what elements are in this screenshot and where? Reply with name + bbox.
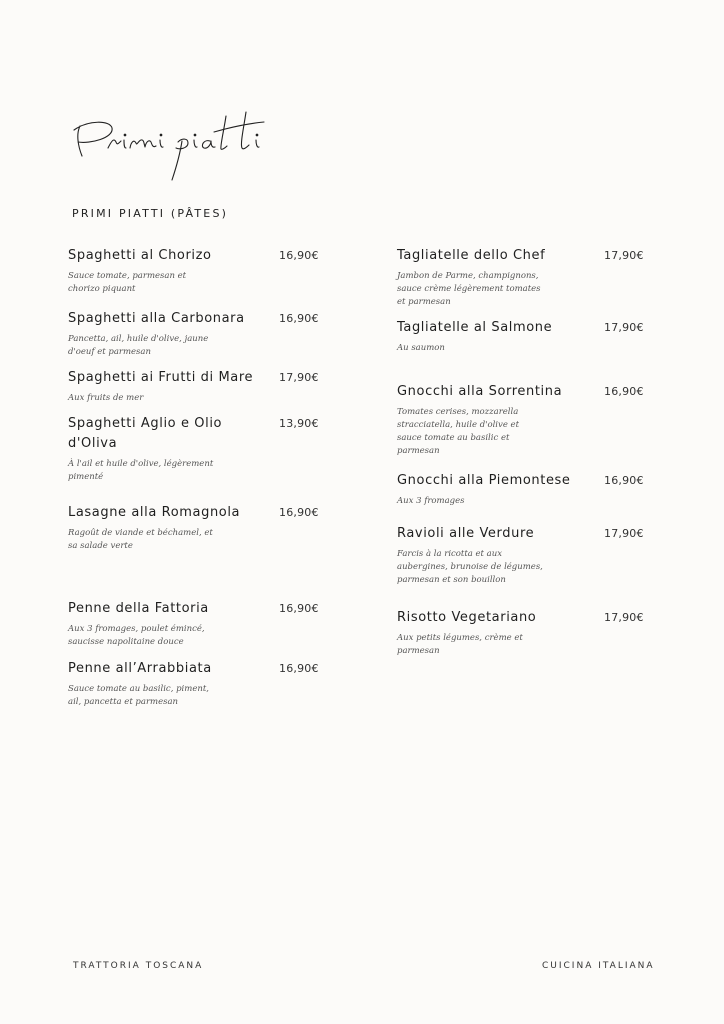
dish-name: Tagliatelle al Salmone	[397, 320, 553, 335]
dish-price: 13,90€	[279, 417, 319, 430]
dish-name: Lasagne alla Romagnola	[68, 505, 241, 520]
dish-description: Aux fruits de mer	[68, 393, 144, 403]
dish-name: Spaghetti ai Frutti di Mare	[68, 370, 254, 385]
left-menu-item	[68, 309, 278, 359]
dish-price: 16,90€	[279, 602, 319, 615]
dish-price: 16,90€	[279, 249, 319, 262]
dish-price: 16,90€	[279, 312, 319, 325]
left-menu-item	[68, 503, 278, 553]
dish-description: Tomates cerises, mozzarella stracciatella, huile d'olive et sauce tomate au basilic et parmesan	[397, 407, 520, 456]
dish-price: 17,90€	[604, 527, 644, 540]
left-menu-item	[68, 246, 278, 296]
dish-description: Pancetta, ail, huile d'olive, jaune d'oeuf et parmesan	[68, 334, 209, 357]
dish-description: Jambon de Parme, champignons, sauce crème légèrement tomates et parmesan	[397, 271, 541, 307]
right-menu-item	[397, 471, 607, 508]
dish-description: Sauce tomate, parmesan et chorizo piquant	[68, 271, 187, 294]
right-menu-item	[397, 246, 607, 309]
dish-price: 17,90€	[604, 249, 644, 262]
dish-description: Sauce tomate au basilic, piment, ail, pancetta et parmesan	[68, 684, 209, 707]
left-menu-item	[68, 659, 278, 709]
dish-name: Penne della Fattoria	[68, 601, 209, 616]
script-title	[68, 108, 308, 188]
right-menu-item	[397, 608, 607, 658]
dish-price: 17,90€	[279, 371, 319, 384]
dish-price: 16,90€	[279, 662, 319, 675]
dish-name: Risotto Vegetariano	[397, 610, 537, 625]
section-heading: PRIMI PIATTI (PÂTES)	[72, 207, 229, 220]
left-menu-item	[68, 414, 278, 484]
left-menu-item	[68, 599, 278, 649]
footer-cuisine-label: CUICINA ITALIANA	[542, 961, 655, 971]
dish-description: Aux 3 fromages, poulet émincé, saucisse napolitaine douce	[68, 624, 205, 647]
dish-name: Gnocchi alla Sorrentina	[397, 384, 563, 399]
dish-description: Farcis à la ricotta et aux aubergines, brunoise de légumes, parmesan et son bouillon	[397, 549, 543, 585]
dish-name: Spaghetti al Chorizo	[68, 248, 212, 263]
dish-name: Penne all’Arrabbiata	[68, 661, 212, 676]
right-menu-item	[397, 318, 607, 355]
dish-description: À l'ail et huile d'olive, légèrement pimenté	[68, 459, 214, 482]
dish-price: 16,90€	[279, 506, 319, 519]
dish-description: Aux petits légumes, crème et parmesan	[397, 633, 523, 656]
dish-price: 16,90€	[604, 474, 644, 487]
footer-restaurant-name: TRATTORIA TOSCANA	[73, 961, 204, 971]
dish-name: Ravioli alle Verdure	[397, 526, 535, 541]
dish-name: Spaghetti Aglio e Olio d'Oliva	[68, 416, 223, 451]
right-menu-item	[397, 524, 607, 587]
dish-description: Ragoût de viande et béchamel, et sa salade verte	[68, 528, 213, 551]
script-title-lettering	[68, 108, 308, 188]
left-menu-item	[68, 368, 278, 405]
dish-price: 17,90€	[604, 321, 644, 334]
dish-price: 17,90€	[604, 611, 644, 624]
dish-name: Spaghetti alla Carbonara	[68, 311, 245, 326]
dish-name: Tagliatelle dello Chef	[397, 248, 546, 263]
dish-description: Au saumon	[397, 343, 445, 353]
dish-description: Aux 3 fromages	[397, 496, 465, 506]
dish-price: 16,90€	[604, 385, 644, 398]
right-menu-item	[397, 382, 607, 458]
dish-name: Gnocchi alla Piemontese	[397, 473, 571, 488]
